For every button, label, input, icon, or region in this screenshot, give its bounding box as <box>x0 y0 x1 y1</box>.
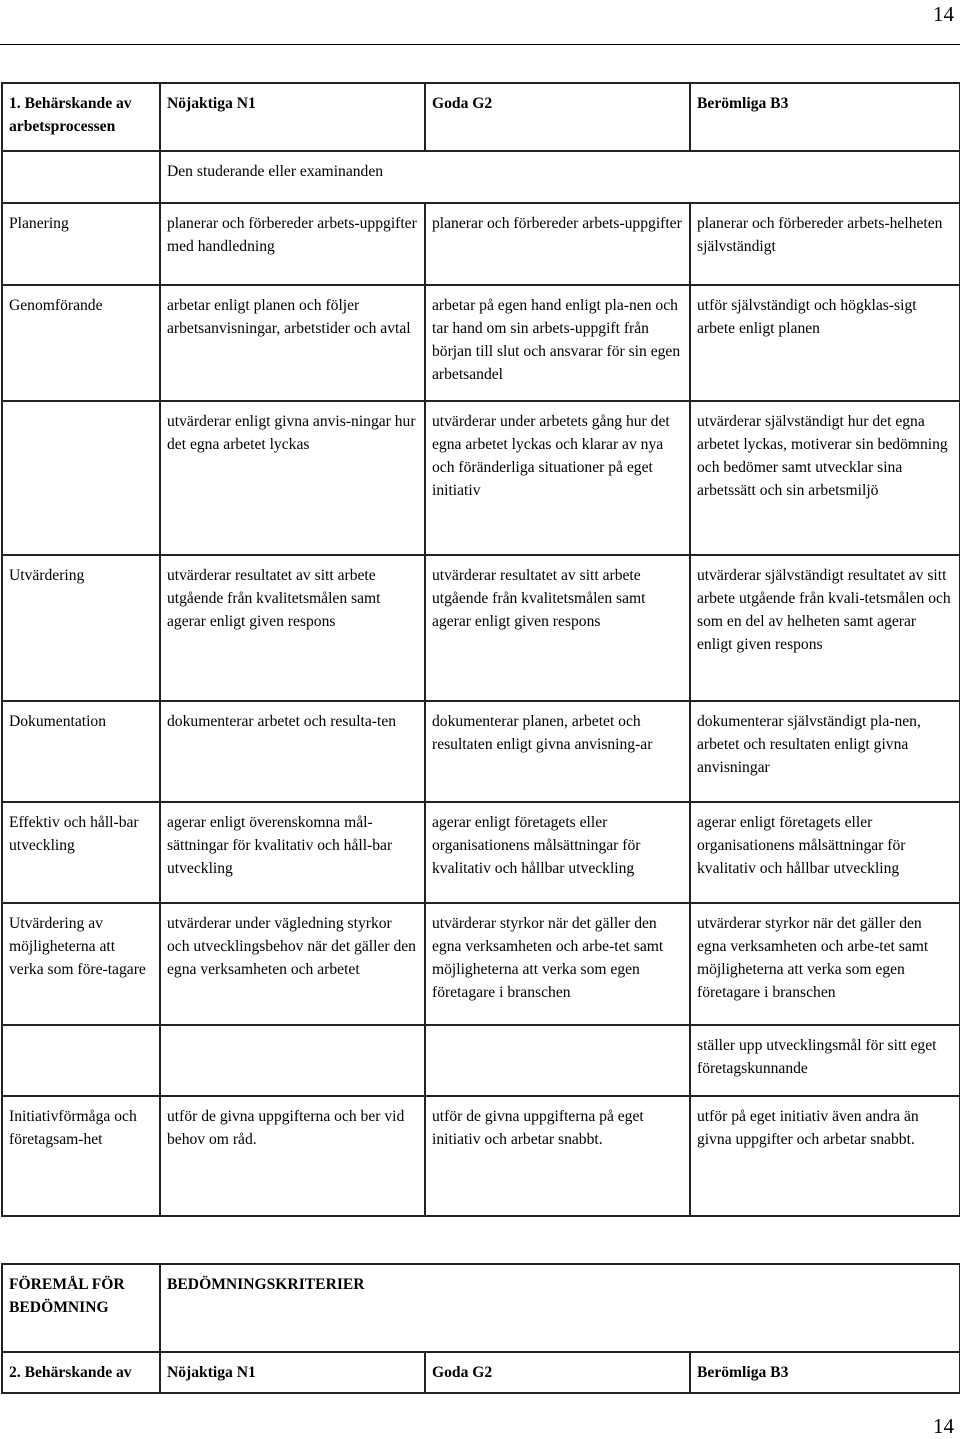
criteria-cell <box>425 1025 690 1096</box>
criteria-cell: arbetar enligt planen och följer arbetsanvisningar, arbetstider och avtal <box>160 285 425 401</box>
header-row-label: 1. Behärskande av arbetsprocessen <box>2 83 160 151</box>
level-b3-header: Berömliga B3 <box>690 83 960 151</box>
criteria-cell: utvärderar under arbetets gång hur det egna arbetet lyckas och klarar av nya och föränderliga situationer på eget initiativ <box>425 401 690 555</box>
criteria-cell: dokumenterar arbetet och resulta-ten <box>160 701 425 802</box>
criteria-cell: planerar och förbereder arbets-uppgifter med handledning <box>160 203 425 285</box>
criteria-cell: agerar enligt företagets eller organisationens målsättningar för kvalitativ och hållbar utveckling <box>690 802 960 903</box>
row-label <box>2 401 160 555</box>
criteria-cell: dokumenterar planen, arbetet och resultaten enligt givna anvisning-ar <box>425 701 690 802</box>
table-row <box>2 903 960 1025</box>
criteria-cell: planerar och förbereder arbets-uppgifter <box>425 203 690 285</box>
criteria-cell <box>160 1025 425 1096</box>
criteria-cell: agerar enligt företagets eller organisationens målsättningar för kvalitativ och hållbar utveckling <box>425 802 690 903</box>
row-label: Dokumentation <box>2 701 160 802</box>
criteria-cell: utvärderar självständigt resultatet av sitt arbete utgående från kvali-tetsmålen och som en del av helheten samt agerar enligt given respons <box>690 555 960 701</box>
criteria-cell: utvärderar styrkor när det gäller den egna verksamheten och arbe-tet samt möjligheterna att verka som egen företagare i branschen <box>690 903 960 1025</box>
table-header-row <box>2 1264 960 1352</box>
level-g2-header: Goda G2 <box>425 1352 690 1393</box>
criteria-cell: arbetar på egen hand enligt pla-nen och tar hand om sin arbets-uppgift från början till slut och ansvarar för sin egen arbetsandel <box>425 285 690 401</box>
row-label: Utvärdering av möjligheterna att verka som före-tagare <box>2 903 160 1025</box>
level-b3-header: Berömliga B3 <box>690 1352 960 1393</box>
criteria-cell: ställer upp utvecklingsmål för sitt eget företagskunnande <box>690 1025 960 1096</box>
table-row <box>2 555 960 701</box>
row-label: Utvärdering <box>2 555 160 701</box>
criteria-cell: utför på eget initiativ även andra än givna uppgifter och arbetar snabbt. <box>690 1096 960 1216</box>
criteria-cell: dokumenterar självständigt pla-nen, arbetet och resultaten enligt givna anvisningar <box>690 701 960 802</box>
level-n1-header: Nöjaktiga N1 <box>160 83 425 151</box>
subheader-text: Den studerande eller examinanden <box>160 151 960 203</box>
table-header-row <box>2 1352 960 1393</box>
criteria-cell: utvärderar under vägledning styrkor och utvecklingsbehov när det gäller den egna verksamheten och arbetet <box>160 903 425 1025</box>
table-header-row <box>2 83 960 151</box>
criteria-cell: utför de givna uppgifterna på eget initiativ och arbetar snabbt. <box>425 1096 690 1216</box>
criteria-cell: agerar enligt överenskomna mål-sättningar för kvalitativ och håll-bar utveckling <box>160 802 425 903</box>
assessment-criteria-label: BEDÖMNINGSKRITERIER <box>160 1264 960 1352</box>
row-label: Genomförande <box>2 285 160 401</box>
table-row <box>2 1096 960 1216</box>
header-rule <box>0 44 960 45</box>
criteria-cell: utför självständigt och högklas-sigt arbete enligt planen <box>690 285 960 401</box>
criteria-table-2 <box>1 1263 960 1394</box>
table-row <box>2 285 960 401</box>
row-label: Effektiv och håll-bar utveckling <box>2 802 160 903</box>
criteria-cell: utvärderar styrkor när det gäller den egna verksamheten och arbe-tet samt möjligheterna att verka som egen företagare i branschen <box>425 903 690 1025</box>
header-row-label: 2. Behärskande av <box>2 1352 160 1393</box>
table-row <box>2 203 960 285</box>
row-label: Planering <box>2 203 160 285</box>
criteria-table <box>1 82 960 1217</box>
page-number-bottom: 14 <box>933 1414 954 1438</box>
level-n1-header: Nöjaktiga N1 <box>160 1352 425 1393</box>
criteria-cell: planerar och förbereder arbets-helheten självständigt <box>690 203 960 285</box>
criteria-cell: utvärderar resultatet av sitt arbete utgående från kvalitetsmålen samt agerar enligt given respons <box>160 555 425 701</box>
table-row <box>2 1025 960 1096</box>
criteria-cell: utvärderar resultatet av sitt arbete utgående från kvalitetsmålen samt agerar enligt given respons <box>425 555 690 701</box>
table-row <box>2 701 960 802</box>
row-label: Initiativförmåga och företagsam-het <box>2 1096 160 1216</box>
level-g2-header: Goda G2 <box>425 83 690 151</box>
criteria-cell: utvärderar självständigt hur det egna arbetet lyckas, motiverar sin bedömning och bedömer samt utvecklar sina arbetssätt och sin arbetsmiljö <box>690 401 960 555</box>
object-of-assessment-label: FÖREMÅL FÖR BEDÖMNING <box>2 1264 160 1352</box>
table-row <box>2 401 960 555</box>
row-label <box>2 1025 160 1096</box>
subheader-empty-cell <box>2 151 160 203</box>
table-row <box>2 802 960 903</box>
page-number-top: 14 <box>933 2 954 26</box>
criteria-cell: utvärderar enligt givna anvis-ningar hur det egna arbetet lyckas <box>160 401 425 555</box>
criteria-cell: utför de givna uppgifterna och ber vid behov om råd. <box>160 1096 425 1216</box>
subheader-row <box>2 151 960 203</box>
